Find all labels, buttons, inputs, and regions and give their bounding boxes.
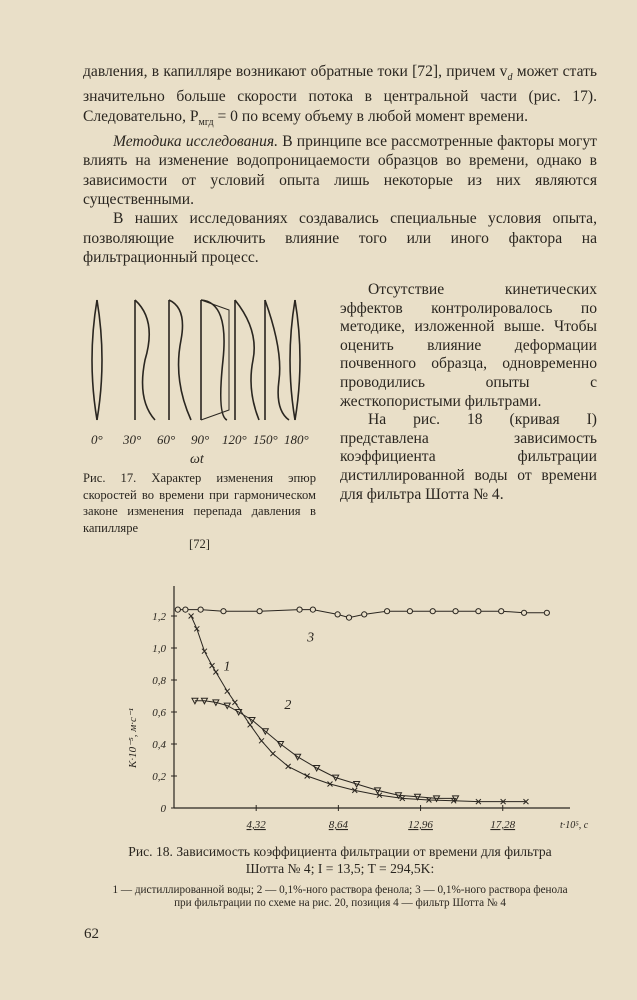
point-3 [297, 607, 302, 612]
paragraph-3: В наших исследованиях создавались специальные условия опыта, позволяющие исключить влияние того или иного фактора на фильтрационный процесс. [83, 210, 597, 266]
side-paragraph-2: На рис. 18 (кривая I) представлена зависимость коэффициента фильтрации дистиллированной воды от времени для фильтра Шотта № 4. [340, 411, 597, 503]
x-tick-label: 12,96 [408, 819, 433, 831]
point-3 [499, 609, 504, 614]
paragraph-1: давления, в капилляре возникают обратные токи [72], причем $v_d$ может стать значительно больше скорости потока в центральной части (рис. 17). Следовательно, $P_{мгд} = 0$ по всему объему в любой момент времени. [83, 63, 598, 128]
point-1 [213, 670, 218, 675]
point-3 [521, 610, 526, 615]
point-1 [194, 626, 199, 631]
angle-120: 120° [222, 432, 247, 447]
series-line-1 [191, 616, 526, 802]
point-3 [183, 607, 188, 612]
point-3 [430, 609, 435, 614]
figure-17 [83, 290, 323, 467]
curve-label-2: 2 [284, 697, 292, 713]
point-1 [225, 689, 230, 694]
y-tick-label: 0 [160, 803, 166, 815]
curve-label-1: 1 [223, 659, 231, 675]
angle-30: 30° [123, 432, 142, 447]
y-tick-label: 0,4 [152, 739, 166, 751]
point-3 [407, 609, 412, 614]
x-tick-label: 17,28 [490, 819, 516, 831]
point-1 [259, 738, 264, 743]
figure-18-caption: Рис. 18. Зависимость коэффициента фильтрации от времени для фильтра Шотта № 4; I = 13,5; T = 294,5K: [128, 844, 552, 876]
y-tick-label: 0,8 [152, 675, 166, 687]
profile-180 [295, 300, 300, 420]
x-axis-label: t·10⁵, с [560, 820, 589, 831]
point-3 [544, 610, 549, 615]
angle-60: 60° [157, 432, 176, 447]
point-3 [310, 607, 315, 612]
point-1 [202, 649, 207, 654]
curve-label-3: 3 [307, 630, 315, 646]
x-tick-label: 8,64 [328, 819, 348, 831]
point-3 [175, 607, 180, 612]
x-tick-label: 4,32 [246, 819, 266, 831]
y-axis-label: K·10⁻⁵, м·с⁻¹ [127, 708, 139, 768]
velocity-profiles-diagram [83, 290, 323, 432]
point-3 [257, 609, 262, 614]
point-1 [189, 614, 194, 619]
side-paragraph-1: Отсутствие кинетических эффектов контролировалось по методике, изложенной выше. Чтобы оценить влияние деформации почвенного образца, одновременно проводились опыты с жесткопористыми фильтрами. [340, 281, 597, 410]
point-3 [362, 612, 367, 617]
point-1 [210, 663, 215, 668]
point-1 [232, 700, 237, 705]
point-3 [476, 609, 481, 614]
point-3 [335, 612, 340, 617]
page-number: 62 [84, 926, 99, 942]
point-3 [198, 607, 203, 612]
series-line-2 [195, 701, 456, 799]
angle-150: 150° [253, 432, 278, 447]
point-1 [305, 774, 310, 779]
point-3 [453, 609, 458, 614]
omega-t-label: ωt [190, 452, 204, 467]
y-tick-label: 0,6 [152, 707, 166, 719]
y-tick-label: 1,2 [152, 611, 166, 623]
figure-18-chart [112, 580, 589, 840]
paragraph-2: Методика исследования. В принципе все рассмотренные факторы могут влиять на изменение водопроницаемости образцов во времени, однако в зависимости от условий опыта лишь некоторые из них являются существенными. [83, 133, 597, 208]
side-text [340, 281, 597, 504]
point-3 [384, 609, 389, 614]
angle-labels [83, 432, 323, 452]
chart-svg [112, 580, 589, 835]
main-text [83, 62, 597, 267]
angle-180: 180° [284, 432, 309, 447]
angle-0: 0° [91, 432, 103, 447]
angle-90: 90° [191, 432, 210, 447]
figure-17-caption: Рис. 17. Характер изменения эпюр скоростей во времени при гармоническом законе изменения перепада давления в капилляре [72] [83, 471, 316, 551]
y-tick-label: 0,2 [152, 771, 166, 783]
point-1 [286, 764, 291, 769]
y-tick-label: 1,0 [152, 643, 166, 655]
point-3 [346, 615, 351, 620]
profile-0 [92, 300, 97, 420]
point-1 [270, 751, 275, 756]
figure-18-legend: 1 — дистиллированной воды; 2 — 0,1%-ного раствора фенола; 3 — 0,1%-ного раствора фенола при фильтрации по схеме на рис. 20, позиция 4 — фильтр Шотта № 4 [112, 884, 568, 909]
point-3 [221, 609, 226, 614]
